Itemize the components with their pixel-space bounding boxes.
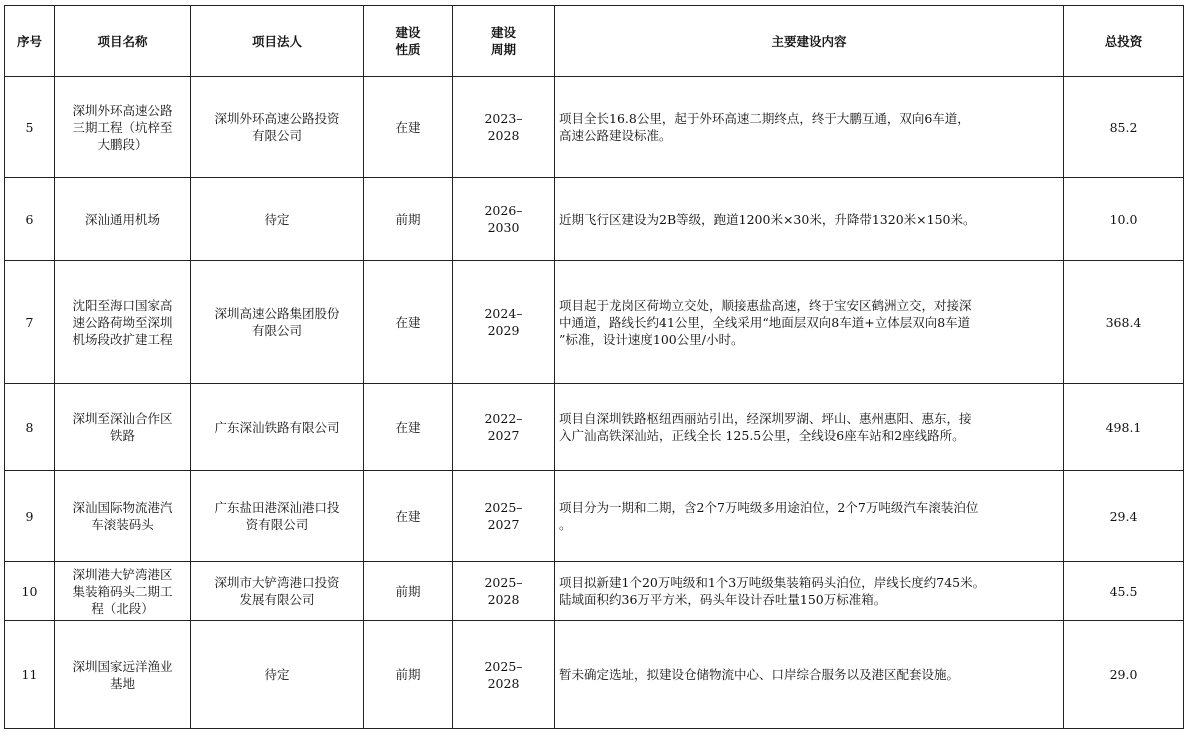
cell-seq: 7 (5, 261, 55, 384)
cell-period: 2025– 2028 (453, 562, 555, 621)
header-entity: 项目法人 (191, 6, 364, 77)
cell-nature: 在建 (364, 471, 453, 562)
header-seq: 序号 (5, 6, 55, 77)
table-row (5, 384, 1184, 471)
cell-name: 沈阳至海口国家高 速公路荷坳至深圳 机场段改扩建工程 (55, 261, 191, 384)
header-period: 建设 周期 (453, 6, 555, 77)
cell-seq: 6 (5, 178, 55, 261)
cell-content: 项目拟新建1个20万吨级和1个3万吨级集装箱码头泊位，岸线长度约745米。 陆域面积约36万平方米，码头年设计吞吐量150万标准箱。 (555, 562, 1064, 621)
cell-period: 2024– 2029 (453, 261, 555, 384)
cell-investment: 498.1 (1064, 384, 1184, 471)
cell-nature: 前期 (364, 562, 453, 621)
cell-seq: 10 (5, 562, 55, 621)
table-row (5, 261, 1184, 384)
table-row (5, 471, 1184, 562)
cell-name: 深圳外环高速公路 三期工程（坑梓至 大鹏段） (55, 77, 191, 178)
cell-nature: 在建 (364, 384, 453, 471)
cell-name: 深汕通用机场 (55, 178, 191, 261)
cell-investment: 85.2 (1064, 77, 1184, 178)
cell-period: 2023– 2028 (453, 77, 555, 178)
header-investment: 总投资 (1064, 6, 1184, 77)
header-content: 主要建设内容 (555, 6, 1064, 77)
cell-investment: 29.4 (1064, 471, 1184, 562)
cell-name: 深圳国家远洋渔业 基地 (55, 621, 191, 729)
cell-seq: 5 (5, 77, 55, 178)
cell-entity: 深圳市大铲湾港口投资 发展有限公司 (191, 562, 364, 621)
cell-entity: 待定 (191, 621, 364, 729)
cell-period: 2025– 2028 (453, 621, 555, 729)
cell-investment: 10.0 (1064, 178, 1184, 261)
table-row (5, 178, 1184, 261)
document-page (4, 5, 1184, 729)
cell-content: 暂未确定选址，拟建设仓储物流中心、口岸综合服务以及港区配套设施。 (555, 621, 1064, 729)
cell-period: 2022– 2027 (453, 384, 555, 471)
cell-name: 深汕国际物流港汽 车滚装码头 (55, 471, 191, 562)
table-row (5, 621, 1184, 729)
table-row (5, 562, 1184, 621)
cell-name: 深圳至深汕合作区 铁路 (55, 384, 191, 471)
cell-content: 项目分为一期和二期，含2个7万吨级多用途泊位，2个7万吨级汽车滚装泊位 。 (555, 471, 1064, 562)
cell-entity: 广东盐田港深汕港口投 资有限公司 (191, 471, 364, 562)
cell-name: 深圳港大铲湾港区 集装箱码头二期工 程（北段） (55, 562, 191, 621)
cell-entity: 广东深汕铁路有限公司 (191, 384, 364, 471)
header-name: 项目名称 (55, 6, 191, 77)
table-row (5, 77, 1184, 178)
cell-content: 近期飞行区建设为2B等级，跑道1200米×30米，升降带1320米×150米。 (555, 178, 1064, 261)
cell-investment: 368.4 (1064, 261, 1184, 384)
cell-nature: 前期 (364, 621, 453, 729)
cell-entity: 待定 (191, 178, 364, 261)
cell-content: 项目起于龙岗区荷坳立交处，顺接惠盐高速，终于宝安区鹤洲立交，对接深 中通道，路线长约41公里，全线采用“地面层双向8车道+立体层双向8车道 ”标准，设计速度100公里/小时。 (555, 261, 1064, 384)
cell-nature: 在建 (364, 261, 453, 384)
cell-entity: 深圳高速公路集团股份 有限公司 (191, 261, 364, 384)
cell-seq: 11 (5, 621, 55, 729)
cell-period: 2025– 2027 (453, 471, 555, 562)
cell-nature: 前期 (364, 178, 453, 261)
project-table (4, 5, 1184, 729)
cell-period: 2026– 2030 (453, 178, 555, 261)
cell-investment: 45.5 (1064, 562, 1184, 621)
cell-content: 项目全长16.8公里，起于外环高速二期终点，终于大鹏互通，双向6车道， 高速公路建设标准。 (555, 77, 1064, 178)
cell-seq: 9 (5, 471, 55, 562)
cell-entity: 深圳外环高速公路投资 有限公司 (191, 77, 364, 178)
header-nature: 建设 性质 (364, 6, 453, 77)
cell-investment: 29.0 (1064, 621, 1184, 729)
cell-nature: 在建 (364, 77, 453, 178)
header-row (5, 6, 1184, 77)
cell-seq: 8 (5, 384, 55, 471)
cell-content: 项目自深圳铁路枢纽西丽站引出，经深圳罗湖、坪山、惠州惠阳、惠东，接 入广汕高铁深汕站，正线全长 125.5公里，全线设6座车站和2座线路所。 (555, 384, 1064, 471)
